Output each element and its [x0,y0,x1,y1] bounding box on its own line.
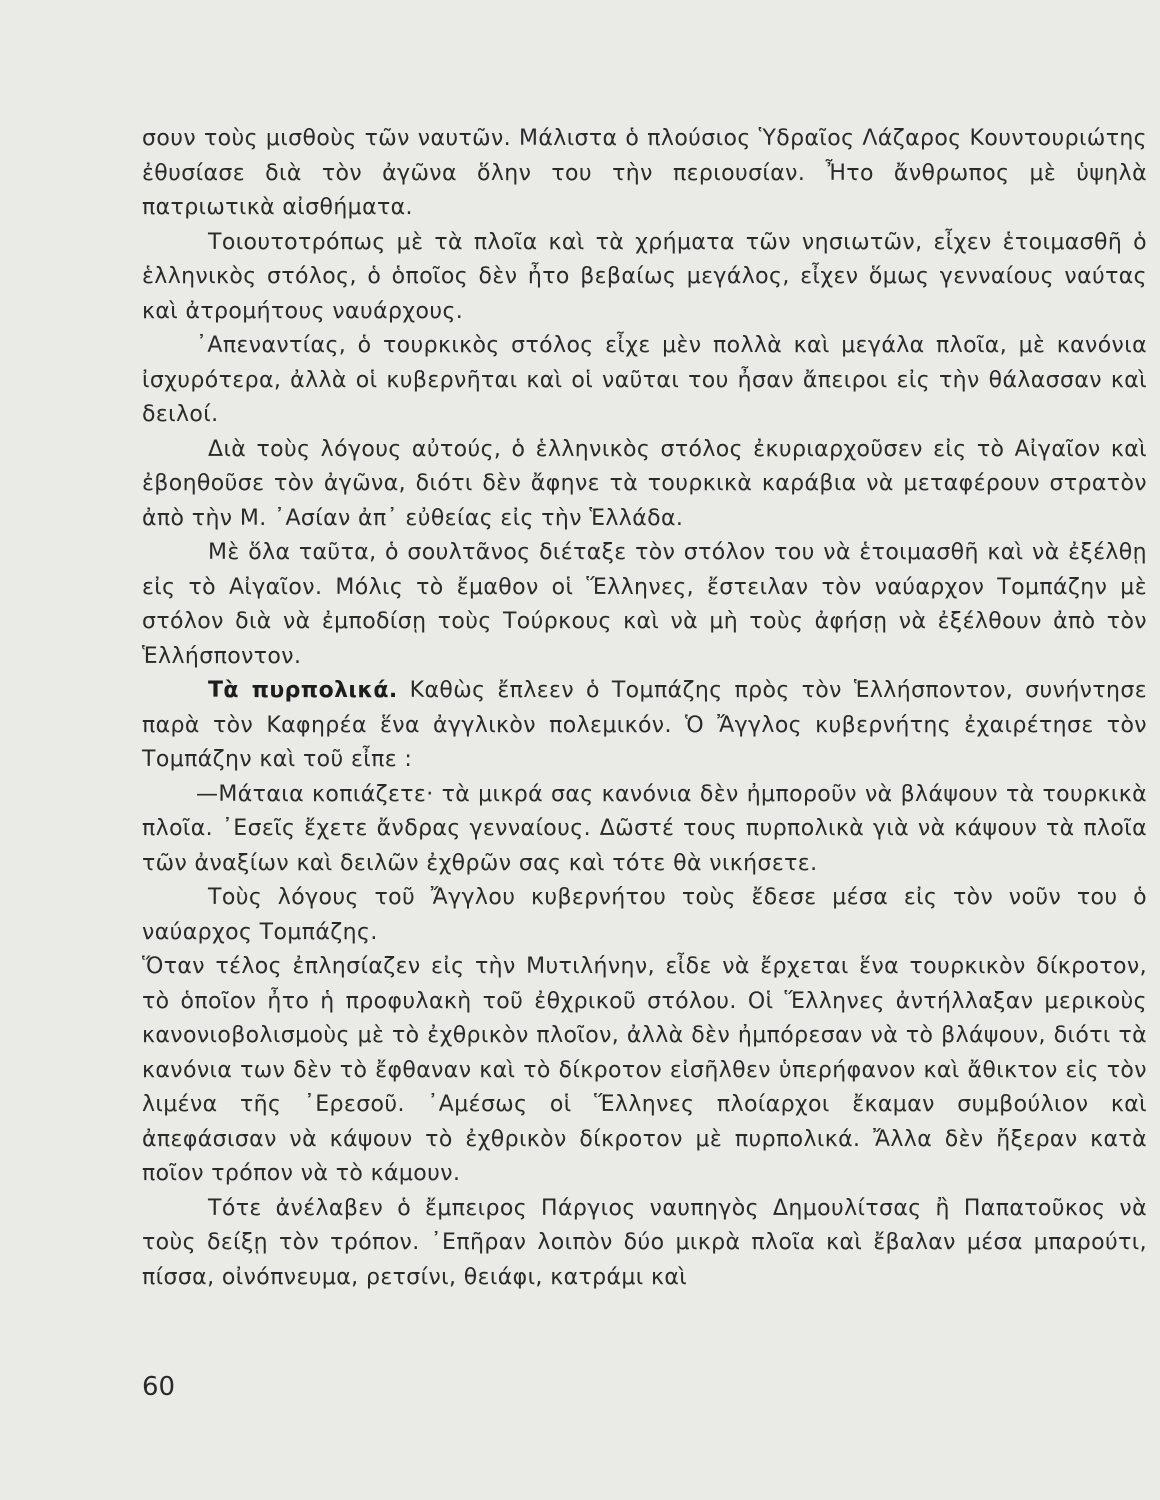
paragraph-8: Τοὺς λόγους τοῦ Ἄγγλου κυβερνήτου τοὺς ἔδεσε μέσα εἰς τὸν νοῦν του ὁ ναύαρχος Τομπάζης. [142,885,1147,945]
paragraph-7: —Μάταια κοπιάζετε· τὰ μικρά σας κανόνια δὲν ἠμποροῦν νὰ βλάψουν τὰ τουρκικὰ πλοῖα. ᾿Εσεῖς ἔχετε ἄνδρας γενναίους. Δῶστέ τους πυρπολικὰ γιὰ νὰ κάψουν τὰ πλοῖα τῶν ἀναξίων καὶ δειλῶν ἐχθρῶν σας καὶ τότε θὰ νικήσετε. [142,781,1147,876]
paragraph-1: σουν τοὺς μισθοὺς τῶν ναυτῶν. Μάλιστα ὁ πλούσιος Ὑδραῖος Λάζαρος Κουντουριώτης ἐθυσίασε διὰ τὸν ἀγῶνα ὅλην του τὴν περιουσίαν. Ἦτο ἄνθρωπος μὲ ὑψηλὰ πατριωτικὰ αἰσθήματα. [142,126,1147,220]
section-heading: Τὰ πυρπολικά. [208,678,398,703]
paragraph-6 [142,674,1147,778]
paragraph-5: Μὲ ὅλα ταῦτα, ὁ σουλτᾶνος διέταξε τὸν στόλον του νὰ ἑτοιμασθῆ καὶ νὰ ἐξέλθῃ εἰς τὸ Αἰγαῖον. Μόλις τὸ ἔμαθον οἱ Ἕλληνες, ἔστειλαν τὸν ναύαρχον Τομπάζην μὲ στόλον διὰ νὰ ἐμποδίσῃ τοὺς Τούρκους καὶ νὰ μὴ τοὺς ἀφήσῃ νὰ ἐξέλθουν ἀπὸ τὸν Ἑλλήσποντον. [142,540,1147,669]
paragraph-10: Τότε ἀνέλαβεν ὁ ἔμπειρος Πάργιος ναυπηγὸς Δημουλίτσας ἢ Παπατοῦκος νὰ τοὺς δείξῃ τὸν τρόπον. ᾿Επῆραν λοιπὸν δύο μικρὰ πλοῖα καὶ ἔβαλαν μέσα μπαρούτι, πίσσα, οἰνόπνευμα, ρετσίνι, θειάφι, κατράμι καὶ [142,1195,1147,1290]
paragraph-4: Διὰ τοὺς λόγους αὐτούς, ὁ ἑλληνικὸς στόλος ἐκυριαρχοῦσεν εἰς τὸ Αἰγαῖον καὶ ἐβοηθοῦσε τὸν ἀγῶνα, διότι δὲν ἄφηνε τὰ τουρκικὰ καράβια νὰ μεταφέρουν στρατὸν ἀπὸ τὴν Μ. ᾿Ασίαν ἀπ᾿ εὐθείας εἰς τὴν Ἑλλάδα. [142,436,1147,531]
paragraph-6-text: Καθὼς ἔπλεεν ὁ Τομπάζης πρὸς τὸν Ἑλλήσποντον, συνήντησε παρὰ τὸν Καφηρέα ἕνα ἀγγλικὸν πολεμικόν. Ὁ Ἄγγλος κυβερνήτης ἐχαιρέτησε τὸν Τομπάζην καὶ τοῦ εἶπε : [142,678,1147,772]
paragraph-9: Ὅταν τέλος ἐπλησίαζεν εἰς τὴν Μυτιλήνην, εἶδε νὰ ἔρχεται ἕνα τουρκικὸν δίκροτον, τὸ ὁποῖον ἦτο ἡ προφυλακὴ τοῦ ἐθχρικοῦ στόλου. Οἱ Ἕλληνες ἀντήλλαξαν μερικοὺς κανονιοβολισμοὺς μὲ τὸ ἐχθρικὸν πλοῖον, ἀλλὰ δὲν ἠμπόρεσαν νὰ τὸ βλάψουν, διότι τὰ κανόνια των δὲν τὸ ἔφθαναν καὶ τὸ δίκροτον εἰσῆλθεν ὑπερήφανον καὶ ἄθικτον εἰς τὸν λιμένα τῆς ᾿Ερεσοῦ. ᾿Αμέσως οἱ Ἕλληνες πλοίαρχοι ἔκαμαν συμβούλιον καὶ ἀπεφάσισαν νὰ κάψουν τὸ ἐχθρικὸν δίκροτον μὲ πυρπολικά. Ἄλλα δὲν ἤξεραν κατὰ ποῖον τρόπον νὰ τὸ κάμουν. [142,954,1147,1186]
body-text [142,122,1147,1295]
page-number: 60 [142,1372,176,1402]
paragraph-3: ᾿Απεναντίας, ὁ τουρκικὸς στόλος εἶχε μὲν πολλὰ καὶ μεγάλα πλοῖα, μὲ κανόνια ἰσχυρότερα, ἀλλὰ οἱ κυβερνῆται καὶ οἱ ναῦται του ἦσαν ἄπειροι εἰς τὴν θάλασσαν καὶ δειλοί. [142,333,1147,427]
paragraph-2: Τοιουτοτρόπως μὲ τὰ πλοῖα καὶ τὰ χρήματα τῶν νησιωτῶν, εἶχεν ἑτοιμασθῆ ὁ ἑλληνικὸς στόλος, ὁ ὁποῖος δὲν ἦτο βεβαίως μεγάλος, εἶχεν ὅμως γενναίους ναύτας καὶ ἀτρομήτους ναυάρχους. [142,229,1147,324]
